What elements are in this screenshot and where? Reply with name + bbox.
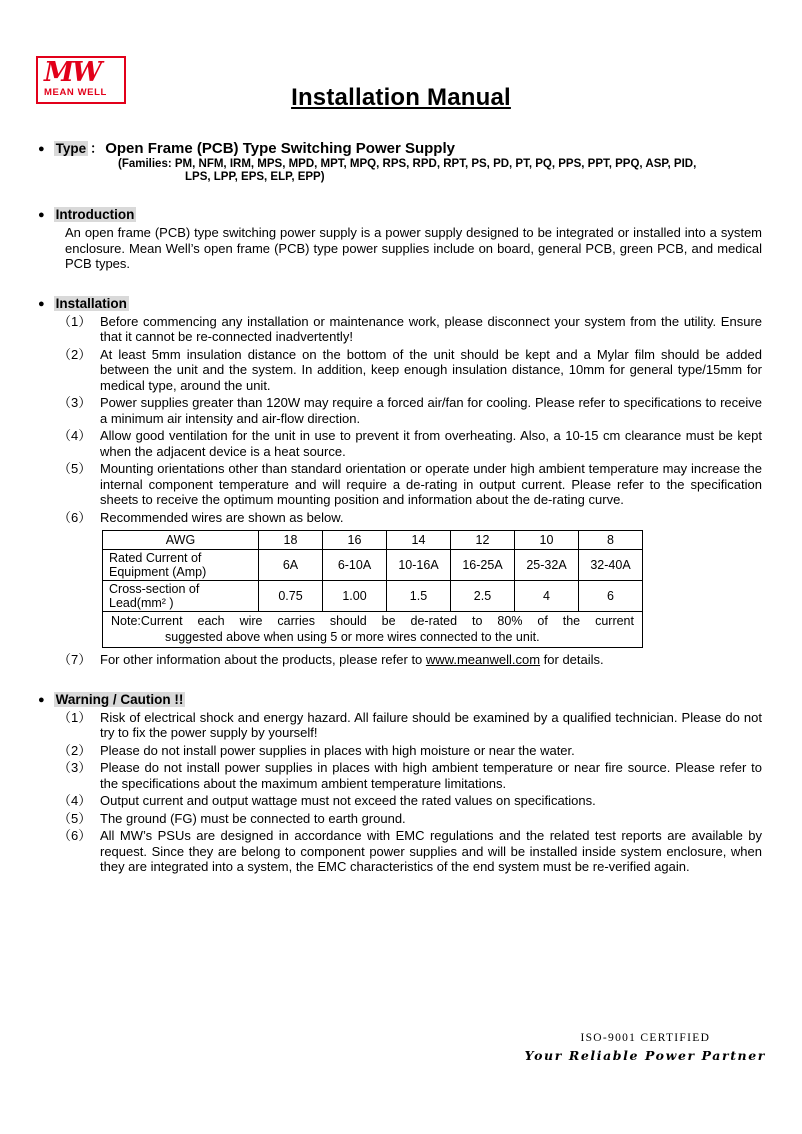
- item-text: [100, 652, 762, 668]
- type-colon: ：: [90, 141, 104, 156]
- table-header-cell: 14: [387, 531, 451, 550]
- table-header-cell: 10: [515, 531, 579, 550]
- warning-list: [38, 710, 762, 875]
- wire-table: [102, 530, 643, 648]
- table-cell: 6: [579, 581, 643, 612]
- item-text: Please do not install power supplies in places with high ambient temperature or near fire source. Please refer to the specifications about the maximum ambient temperature limitations.: [100, 760, 762, 791]
- item-number: （3）: [58, 760, 92, 775]
- item-number: （2）: [58, 346, 92, 362]
- item-text: Before commencing any installation or maintenance work, please disconnect your system from the utility. Ensure that it cannot be re-connected inadvertently!: [100, 313, 762, 344]
- table-note-line-2: suggested above when using 5 or more wires connected to the unit.: [165, 629, 540, 644]
- table-cell: 1.5: [387, 581, 451, 612]
- list-item: [58, 811, 762, 827]
- item-number: （7）: [58, 652, 92, 667]
- table-header-cell: 18: [259, 531, 323, 550]
- families-line-1: (Families: PM, NFM, IRM, MPS, MPD, MPT, MPQ, RPS, RPD, RPT, PS, PD, PT, PQ, PPS, PPT, PPQ, ASP, PID,: [118, 158, 697, 170]
- families-line-2: LPS, LPP, EPS, ELP, EPP): [185, 171, 325, 183]
- item-text-prefix: For other information about the products, please refer to: [100, 652, 426, 667]
- item-number: （1）: [58, 313, 92, 329]
- introduction-paragraph: An open frame (PCB) type switching power supply is a power supply designed to be integrated or installed into a system enclosure. Mean Well’s open frame (PCB) type power supplies include on board, general PCB, green PCB, and medical PCB types.: [65, 225, 762, 271]
- item-number: （4）: [58, 428, 92, 443]
- warning-heading-row: [38, 692, 762, 707]
- table-header-cell: AWG: [103, 531, 259, 550]
- bullet-icon: ●: [38, 693, 45, 706]
- item-number: （5）: [58, 461, 92, 476]
- table-cell: 25-32A: [515, 550, 579, 581]
- item-text: All MW’s PSUs are designed in accordance with EMC regulations and the related test reports are available by request. Since they are belong to component power supplies and will be installed inside system enclosure, when they are integrated into a system, the EMC characteristics of the end system must be re-verified again.: [100, 828, 762, 874]
- section-introduction: [38, 207, 762, 272]
- section-label-introduction: Introduction: [55, 207, 135, 222]
- list-item: [58, 710, 762, 741]
- type-heading-row: [38, 138, 762, 157]
- table-row-label: Cross-section of Lead(mm² ): [103, 581, 259, 612]
- introduction-heading-row: [38, 207, 762, 222]
- meanwell-logo: [36, 56, 126, 104]
- item-text: Allow good ventilation for the unit in use to prevent it from overheating. Also, a 10-15 cm clearance must be kept when the adjacent device is a heat source.: [100, 428, 762, 459]
- table-header-cell: 12: [451, 531, 515, 550]
- section-type: [38, 138, 762, 183]
- item-text: Output current and output wattage must not exceed the rated values on specifications.: [100, 793, 596, 808]
- list-item: [58, 428, 762, 459]
- table-cell: 2.5: [451, 581, 515, 612]
- item-text: Power supplies greater than 120W may require a forced air/fan for cooling. Please refer to specifications to receive a minimum air intensity and air-flow direction.: [100, 395, 762, 426]
- table-cell: 32-40A: [579, 550, 643, 581]
- table-cell: 6-10A: [323, 550, 387, 581]
- table-header-cell: 8: [579, 531, 643, 550]
- installation-list: [38, 314, 762, 668]
- slogan-text: Your Reliable Power Partner: [524, 1048, 766, 1063]
- table-row: [103, 581, 643, 612]
- item-number: （5）: [58, 810, 92, 826]
- table-note-line-1: Note:Current each wire carries should be de-rated to 80% of the current: [111, 614, 634, 628]
- section-installation: [38, 296, 762, 668]
- list-item: [58, 652, 762, 668]
- item-number: （3）: [58, 395, 92, 410]
- section-label-installation: Installation: [55, 295, 127, 311]
- item-text: Recommended wires are shown as below.: [100, 509, 344, 525]
- item-number: （1）: [58, 709, 92, 725]
- table-cell: 6A: [259, 550, 323, 581]
- item-number: （6）: [58, 828, 92, 843]
- table-cell: 10-16A: [387, 550, 451, 581]
- item-number: （2）: [58, 742, 92, 758]
- table-note-cell: [103, 612, 643, 648]
- bullet-icon: ●: [38, 143, 45, 155]
- item-number: （6）: [58, 509, 92, 525]
- table-note-row: [103, 612, 643, 648]
- item-text: At least 5mm insulation distance on the bottom of the unit should be kept and a Mylar film should be added between the unit and the system. In addition, keep enough insulation distance, 10mm for general type/15mm for medical type, around the unit.: [100, 346, 762, 393]
- section-label-type: Type: [55, 141, 87, 156]
- table-cell: 1.00: [323, 581, 387, 612]
- installation-heading-row: [38, 296, 762, 311]
- table-row: [103, 550, 643, 581]
- footer: [525, 1032, 766, 1063]
- wire-table-header-row: [103, 531, 643, 550]
- item-number: （4）: [58, 793, 92, 808]
- list-item: [58, 743, 762, 759]
- list-item: [58, 314, 762, 345]
- iso-certified-text: ISO-9001 CERTIFIED: [580, 1032, 711, 1044]
- list-item: [58, 510, 762, 526]
- list-item: [58, 347, 762, 394]
- list-item: [58, 395, 762, 426]
- bullet-icon: ●: [38, 297, 45, 310]
- logo-mw-text: MW: [44, 57, 101, 88]
- item-text: Mounting orientations other than standard orientation or operate under high ambient temperature may increase the internal component temperature and will require a de-rating in output current. Please refer to the specification sheets to receive the optimum mounting position and information about the de-rating curve.: [100, 461, 762, 507]
- table-header-cell: 16: [323, 531, 387, 550]
- table-cell: 16-25A: [451, 550, 515, 581]
- section-warning: [38, 692, 762, 875]
- section-label-warning: Warning / Caution !!: [55, 691, 184, 707]
- item-text: The ground (FG) must be connected to earth ground.: [100, 810, 406, 826]
- list-item: [58, 793, 762, 809]
- item-text: Please do not install power supplies in places with high moisture or near the water.: [100, 742, 575, 758]
- type-title: Open Frame (PCB) Type Switching Power Supply: [105, 140, 455, 157]
- table-row-label: Rated Current of Equipment (Amp): [103, 550, 259, 581]
- document-body: [0, 112, 802, 875]
- page-title: Installation Manual: [291, 84, 511, 111]
- table-cell: 4: [515, 581, 579, 612]
- meanwell-link[interactable]: www.meanwell.com: [425, 652, 541, 667]
- list-item: [58, 760, 762, 791]
- item-text: Risk of electrical shock and energy hazard. All failure should be examined by a qualified technician. Please do not try to fix the power supply by yourself!: [100, 709, 762, 740]
- bullet-icon: ●: [38, 209, 45, 221]
- list-item: [58, 828, 762, 875]
- table-cell: 0.75: [259, 581, 323, 612]
- logo-brand-text: MEAN WELL: [44, 87, 107, 98]
- list-item: [58, 461, 762, 508]
- item-text-suffix: for details.: [540, 652, 604, 667]
